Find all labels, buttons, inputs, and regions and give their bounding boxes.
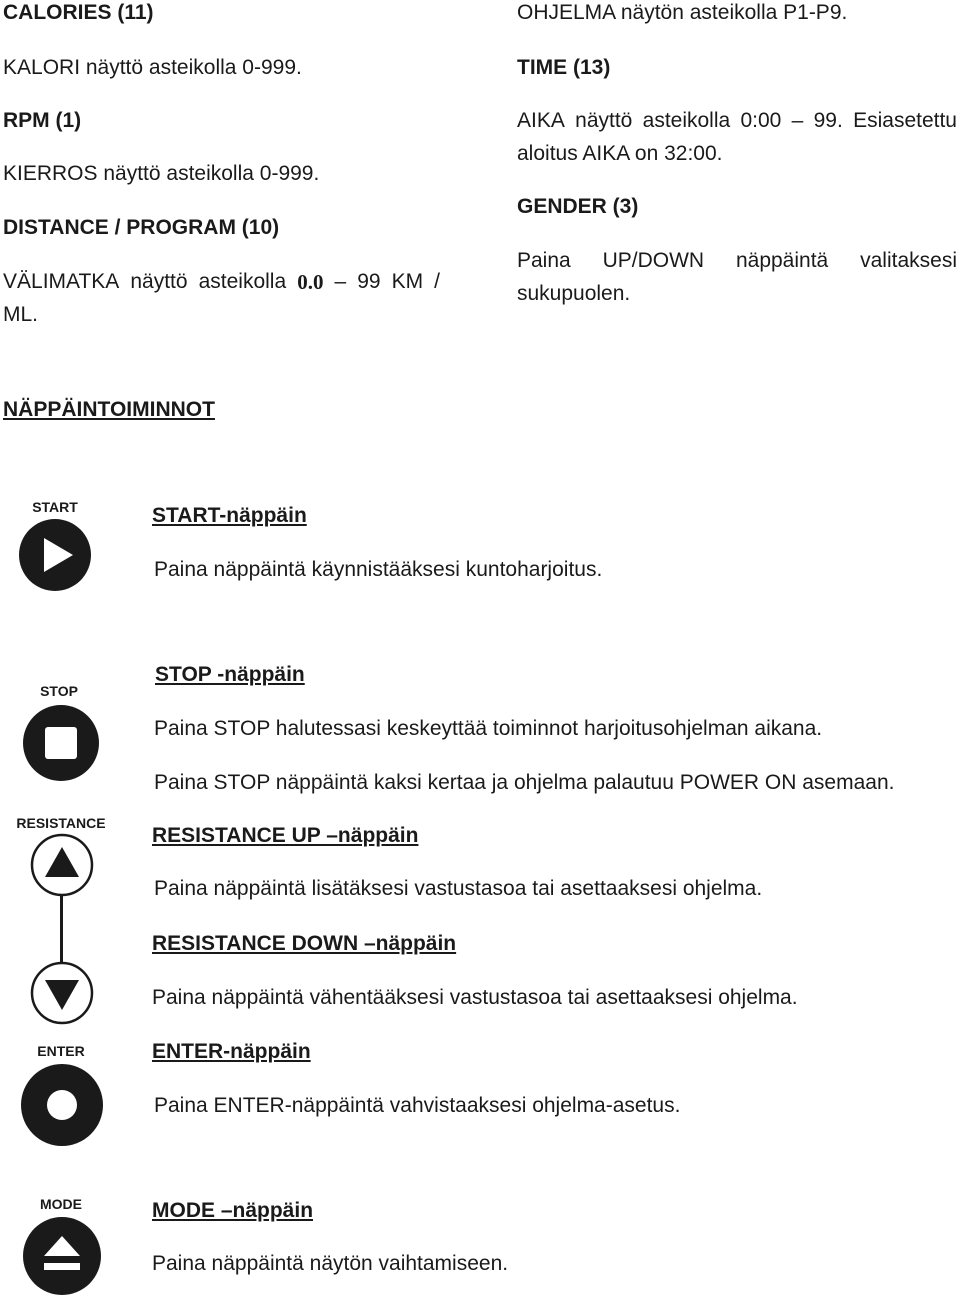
distance-text-line1 (3, 269, 440, 295)
mode-key-label: MODE (40, 1196, 82, 1212)
triangle-up-icon (30, 833, 94, 897)
enter-key[interactable] (6, 1043, 126, 1151)
stop-title: STOP -näppäin (155, 663, 305, 686)
eject-icon (22, 1216, 102, 1296)
word: KM (391, 270, 424, 293)
play-icon (18, 518, 92, 592)
enter-key-label: ENTER (37, 1043, 85, 1059)
word: asteikolla (642, 109, 731, 132)
rpm-heading: RPM (1) (3, 109, 82, 132)
word: – (334, 270, 347, 293)
start-key-label: START (32, 499, 78, 515)
word: asteikolla (198, 270, 287, 293)
word: valitaksesi (860, 249, 957, 272)
word: Esiasetettu (853, 109, 957, 132)
word: näyttö (130, 270, 188, 293)
start-key[interactable] (0, 498, 120, 598)
word: 0:00 (740, 109, 782, 132)
enter-circle-icon (20, 1063, 104, 1147)
enter-title: ENTER-näppäin (152, 1040, 311, 1063)
gender-text-line2: sukupuolen. (517, 282, 631, 305)
word: 0.0 (297, 270, 324, 294)
stop-desc-2: Paina STOP näppäintä kaksi kertaa ja ohjelma palautuu POWER ON asemaan. (154, 771, 895, 794)
program-text: OHJELMA näytön asteikolla P1-P9. (517, 1, 848, 24)
resistance-down-title: RESISTANCE DOWN –näppäin (152, 932, 457, 955)
word: VÄLIMATKA (3, 270, 120, 293)
word: näyttö (575, 109, 633, 132)
rpm-text: KIERROS näyttö asteikolla 0-999. (3, 162, 320, 185)
start-desc: Paina näppäintä käynnistääksesi kuntoharjoitus. (154, 558, 603, 581)
word: – (791, 109, 804, 132)
word: UP/DOWN (602, 249, 705, 272)
section-title: NÄPPÄINTOIMINNOT (3, 398, 215, 421)
mode-key[interactable] (6, 1196, 126, 1298)
resistance-down-desc: Paina näppäintä vähentääksesi vastustasoa tai asettaaksesi ohjelma. (152, 986, 798, 1009)
stop-desc-1: Paina STOP halutessasi keskeyttää toiminnot harjoitusohjelman aikana. (154, 717, 823, 740)
stop-key[interactable] (4, 682, 124, 782)
mode-desc: Paina näppäintä näytön vaihtamiseen. (152, 1252, 509, 1275)
gender-text-line1 (517, 248, 957, 274)
time-text-line1 (517, 108, 957, 134)
word: 99 (357, 270, 381, 293)
stop-key-label: STOP (40, 683, 78, 699)
start-title: START-näppäin (152, 504, 307, 527)
enter-desc: Paina ENTER-näppäintä vahvistaaksesi ohjelma-asetus. (154, 1094, 681, 1117)
resistance-down-button[interactable] (30, 961, 94, 1025)
time-heading: TIME (13) (517, 56, 611, 79)
stop-icon (22, 704, 100, 782)
word: näppäintä (735, 249, 829, 272)
mode-title: MODE –näppäin (152, 1199, 314, 1222)
word: 99. (813, 109, 843, 132)
distance-text-line2: ML. (3, 303, 39, 326)
time-text-line2: aloitus AIKA on 32:00. (517, 142, 723, 165)
resistance-up-desc: Paina näppäintä lisätäksesi vastustasoa tai asettaaksesi ohjelma. (154, 877, 763, 900)
resistance-up-button[interactable] (30, 833, 94, 897)
calories-text: KALORI näyttö asteikolla 0-999. (3, 56, 302, 79)
calories-heading: CALORIES (11) (3, 1, 154, 24)
resistance-up-title: RESISTANCE UP –näppäin (152, 824, 419, 847)
word: AIKA (517, 109, 565, 132)
word: / (434, 270, 440, 293)
resistance-key-label: RESISTANCE (16, 815, 106, 831)
word: Paina (517, 249, 571, 272)
triangle-down-icon (30, 961, 94, 1025)
gender-heading: GENDER (3) (517, 195, 639, 218)
distance-heading: DISTANCE / PROGRAM (10) (3, 216, 280, 239)
